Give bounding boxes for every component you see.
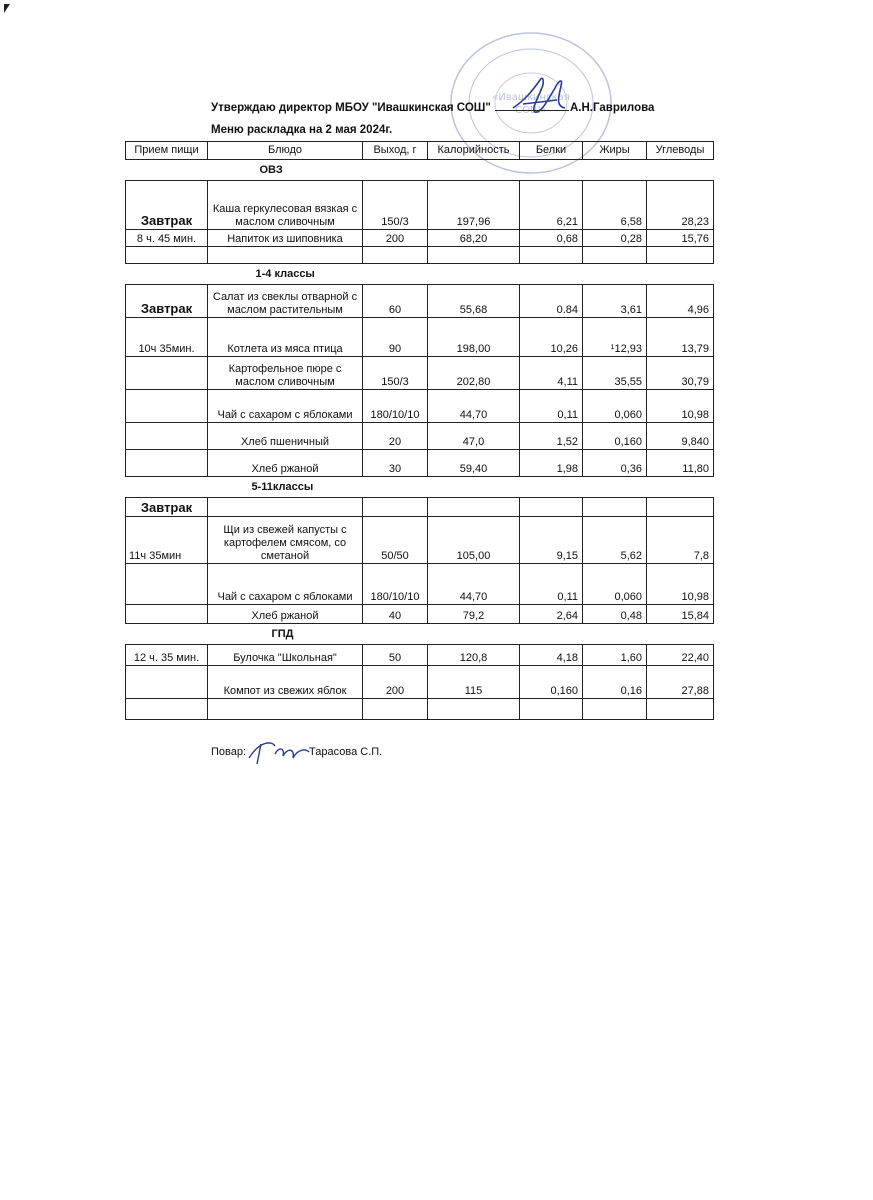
section-title-row <box>126 160 714 181</box>
approval-text: Утверждаю директор МБОУ "Ивашкинская СОШ" <box>211 102 491 114</box>
carbs-cell: 27,88 <box>647 666 714 699</box>
dish-cell: Котлета из мяса птица <box>208 318 363 357</box>
protein-cell: 0,160 <box>520 666 583 699</box>
yield-cell: 50/50 <box>363 517 428 564</box>
time-cell: 10ч 35мин. <box>126 318 208 357</box>
table-row <box>126 230 714 247</box>
svg-text:СОШ»: СОШ» <box>515 105 547 116</box>
yield-cell: 40 <box>363 605 428 624</box>
carbs-cell: 15,84 <box>647 605 714 624</box>
dish-cell: Напиток из шиповника <box>208 230 363 247</box>
fat-cell: 0,160 <box>583 423 647 450</box>
carbs-cell: 4,96 <box>647 285 714 318</box>
table-row <box>126 564 714 605</box>
section-title: 5-11классы <box>208 477 714 498</box>
section-title: 1-4 классы <box>208 264 714 285</box>
carbs-cell: 9,840 <box>647 423 714 450</box>
menu-table <box>125 141 714 720</box>
dish-cell: Щи из свежей капусты с картофелем смясом, со сметаной <box>208 517 363 564</box>
signature-underline <box>495 100 569 111</box>
protein-cell: 6,21 <box>520 181 583 230</box>
column-header: Калорийность <box>428 142 520 160</box>
yield-cell: 30 <box>363 450 428 477</box>
protein-cell: 0,11 <box>520 390 583 423</box>
protein-cell: 0.84 <box>520 285 583 318</box>
protein-cell: 10,26 <box>520 318 583 357</box>
table-row <box>126 450 714 477</box>
yield-cell: 200 <box>363 666 428 699</box>
column-header: Жиры <box>583 142 647 160</box>
protein-cell: 1,98 <box>520 450 583 477</box>
dish-cell: Салат из свеклы отварной с маслом растительным <box>208 285 363 318</box>
table-row <box>126 390 714 423</box>
carbs-cell: 28,23 <box>647 181 714 230</box>
dish-cell: Хлеб пшеничный <box>208 423 363 450</box>
empty-row <box>126 699 714 720</box>
table-row <box>126 498 714 517</box>
time-cell: 11ч 35мин <box>126 517 208 564</box>
fat-cell: 0,16 <box>583 666 647 699</box>
empty-row <box>126 247 714 264</box>
fat-cell: 0,36 <box>583 450 647 477</box>
section-title: ОВЗ <box>208 160 714 181</box>
section-title-row <box>126 624 714 645</box>
carbs-cell: 15,76 <box>647 230 714 247</box>
section-title-row <box>126 477 714 498</box>
yield-cell: 60 <box>363 285 428 318</box>
time-cell: 12 ч. 35 мин. <box>126 645 208 666</box>
meal-label: Завтрак <box>140 500 193 515</box>
protein-cell: 2,64 <box>520 605 583 624</box>
fat-cell: 0,48 <box>583 605 647 624</box>
table-row <box>126 605 714 624</box>
director-name: А.Н.Гаврилова <box>569 102 655 114</box>
meal-cell <box>126 498 208 517</box>
meal-label: Завтрак <box>140 213 193 228</box>
cook-name: Тарасова С.П. <box>309 746 383 758</box>
kcal-cell: 198,00 <box>428 318 520 357</box>
approval-line <box>211 100 654 114</box>
carbs-cell: 22,40 <box>647 645 714 666</box>
section-title: ГПД <box>208 624 714 645</box>
fat-cell: 0,060 <box>583 390 647 423</box>
dish-cell: Хлеб ржаной <box>208 450 363 477</box>
dish-cell: Чай с сахаром с яблоками <box>208 564 363 605</box>
kcal-cell: 120,8 <box>428 645 520 666</box>
dish-cell: Компот из свежих яблок <box>208 666 363 699</box>
dish-cell: Каша геркулесовая вязкая с маслом сливочным <box>208 181 363 230</box>
kcal-cell: 202,80 <box>428 357 520 390</box>
table-row <box>126 318 714 357</box>
dish-cell: Хлеб ржаной <box>208 605 363 624</box>
protein-cell: 9,15 <box>520 517 583 564</box>
protein-cell: 1,52 <box>520 423 583 450</box>
protein-cell: 4,18 <box>520 645 583 666</box>
yield-cell: 150/3 <box>363 357 428 390</box>
svg-text:«Ивашкинская: «Ивашкинская <box>492 92 570 103</box>
protein-cell: 4,11 <box>520 357 583 390</box>
section-title-row <box>126 264 714 285</box>
meal-cell <box>126 181 208 230</box>
kcal-cell: 115 <box>428 666 520 699</box>
yield-cell: 90 <box>363 318 428 357</box>
protein-cell: 0,68 <box>520 230 583 247</box>
menu-title: Меню раскладка на 2 мая 2024г. <box>211 124 393 136</box>
cook-line <box>211 746 382 758</box>
fat-cell: 35,55 <box>583 357 647 390</box>
kcal-cell: 105,00 <box>428 517 520 564</box>
yield-cell: 150/3 <box>363 181 428 230</box>
fat-cell: ¹12,93 <box>583 318 647 357</box>
kcal-cell: 79,2 <box>428 605 520 624</box>
meal-cell <box>126 285 208 318</box>
carbs-cell: 10,98 <box>647 390 714 423</box>
kcal-cell: 44,70 <box>428 390 520 423</box>
kcal-cell: 59,40 <box>428 450 520 477</box>
scan-corner-mark <box>4 4 10 13</box>
carbs-cell: 10,98 <box>647 564 714 605</box>
column-header: Углеводы <box>647 142 714 160</box>
kcal-cell: 197,96 <box>428 181 520 230</box>
carbs-cell: 30,79 <box>647 357 714 390</box>
column-header: Белки <box>520 142 583 160</box>
column-header: Блюдо <box>208 142 363 160</box>
table-row <box>126 423 714 450</box>
carbs-cell: 13,79 <box>647 318 714 357</box>
column-header: Выход, г <box>363 142 428 160</box>
kcal-cell: 55,68 <box>428 285 520 318</box>
column-header: Прием пищи <box>126 142 208 160</box>
fat-cell: 3,61 <box>583 285 647 318</box>
carbs-cell: 7,8 <box>647 517 714 564</box>
table-row <box>126 517 714 564</box>
time-cell: 8 ч. 45 мин. <box>126 230 208 247</box>
fat-cell: 0,28 <box>583 230 647 247</box>
yield-cell: 180/10/10 <box>363 564 428 605</box>
protein-cell: 0,11 <box>520 564 583 605</box>
table-row <box>126 285 714 318</box>
kcal-cell: 44,70 <box>428 564 520 605</box>
yield-cell: 200 <box>363 230 428 247</box>
table-row <box>126 645 714 666</box>
meal-label: Завтрак <box>140 301 193 316</box>
table-header-row <box>126 142 714 160</box>
dish-cell: Булочка "Школьная" <box>208 645 363 666</box>
table-row <box>126 181 714 230</box>
dish-cell: Чай с сахаром с яблоками <box>208 390 363 423</box>
cook-label: Повар: <box>211 746 247 758</box>
fat-cell: 5,62 <box>583 517 647 564</box>
table-row <box>126 357 714 390</box>
table-row <box>126 666 714 699</box>
fat-cell: 1,60 <box>583 645 647 666</box>
yield-cell: 180/10/10 <box>363 390 428 423</box>
kcal-cell: 47,0 <box>428 423 520 450</box>
yield-cell: 20 <box>363 423 428 450</box>
carbs-cell: 11,80 <box>647 450 714 477</box>
fat-cell: 0,060 <box>583 564 647 605</box>
fat-cell: 6,58 <box>583 181 647 230</box>
kcal-cell: 68,20 <box>428 230 520 247</box>
yield-cell: 50 <box>363 645 428 666</box>
dish-cell: Картофельное пюре с маслом сливочным <box>208 357 363 390</box>
